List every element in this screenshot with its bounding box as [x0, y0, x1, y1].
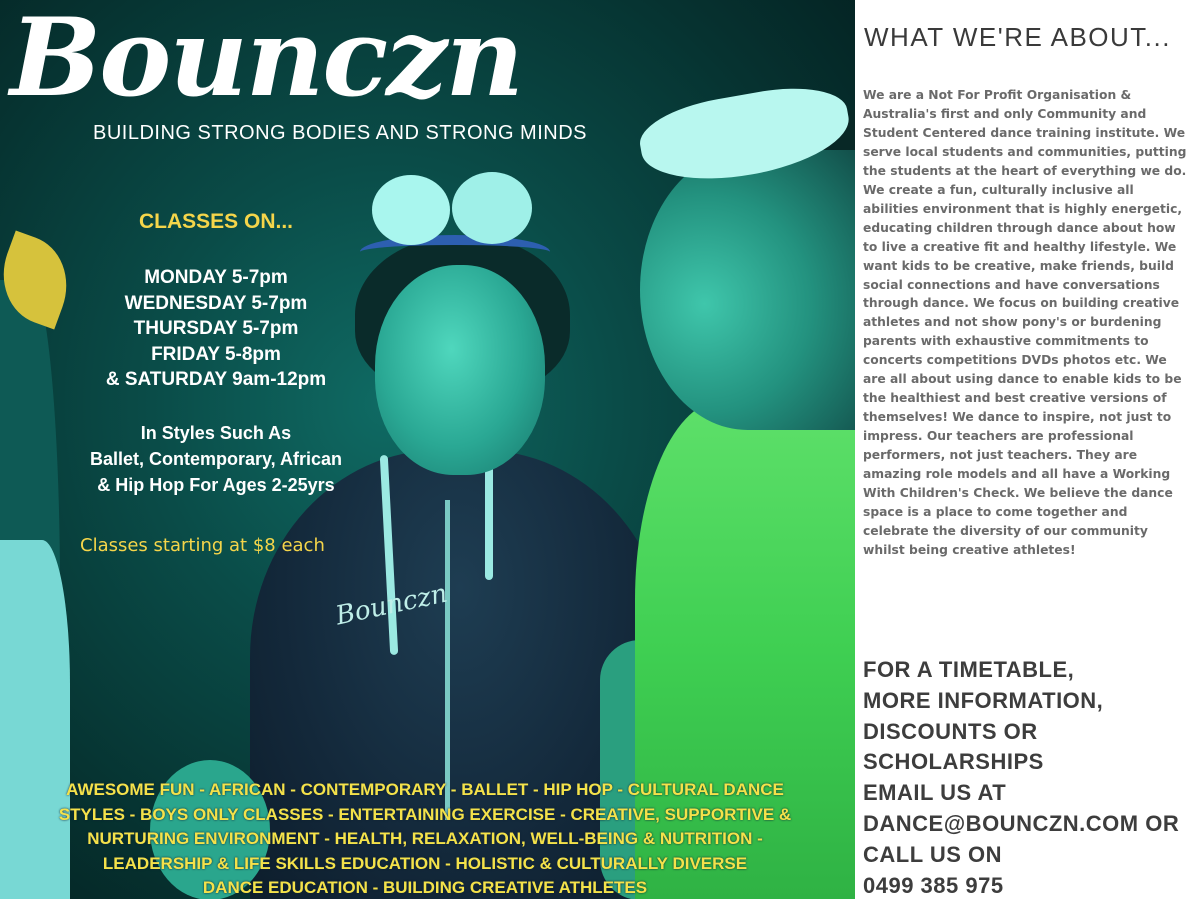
about-panel: [855, 0, 1200, 899]
about-title: WHAT WE'RE ABOUT...: [864, 22, 1171, 52]
features-banner: [10, 778, 840, 899]
styles-line: In Styles Such As: [140, 423, 292, 443]
contact-phone[interactable]: 0499 385 975: [863, 872, 1004, 898]
schedule-item: THURSDAY 5-7pm: [133, 318, 299, 339]
banner-line: NURTURING ENVIRONMENT - HEALTH, RELAXATION, WELL-BEING & NUTRITION -: [87, 829, 763, 848]
contact-info: [863, 655, 1200, 901]
schedule-item: & SATURDAY 9am-12pm: [105, 369, 327, 390]
banner-line: LEADERSHIP & LIFE SKILLS EDUCATION - HOLISTIC & CULTURALLY DIVERSE: [102, 853, 748, 873]
dance-styles: [0, 420, 432, 498]
contact-line: CALL US ON: [863, 841, 1003, 867]
flower-headband: [360, 235, 550, 269]
styles-line: & Hip Hop For Ages 2-25yrs: [97, 475, 335, 495]
contact-email[interactable]: DANCE@BOUNCZN.COM OR: [863, 810, 1180, 836]
right-child-face: [640, 150, 855, 430]
styles-line: Ballet, Contemporary, African: [89, 449, 343, 469]
banner-line: STYLES - BOYS ONLY CLASSES - ENTERTAINING EXERCISE - CREATIVE, SUPPORTIVE &: [58, 804, 792, 824]
brand-logo: Bounczn: [10, 0, 522, 121]
banner-line: AWESOME FUN - AFRICAN - CONTEMPORARY - BALLET - HIP HOP - CULTURAL DANCE: [66, 780, 784, 799]
hoodie-drawstring-right: [485, 460, 493, 580]
tagline: BUILDING STRONG BODIES AND STRONG MINDS: [93, 122, 588, 144]
mouse-ear-right: [452, 172, 532, 244]
contact-line: EMAIL US AT: [863, 780, 1007, 806]
schedule-item: WEDNESDAY 5-7pm: [124, 292, 308, 314]
price-note: Classes starting at $8 each: [80, 535, 325, 556]
schedule-item: FRIDAY 5-8pm: [151, 343, 281, 365]
banner-line: DANCE EDUCATION - BUILDING CREATIVE ATHLETES: [202, 878, 648, 897]
hoodie-zipper: [445, 500, 450, 820]
hoodie-logo: Bounczn: [333, 578, 451, 632]
class-schedule: [0, 265, 432, 393]
about-body: We are a Not For Profit Organisation & Australia's first and only Community and Student Centered dance training institute. We serve local students and communities, putting the students at the heart of everything we do. We create a fun, culturally inclusive all abilities environment that is highly energetic, educating children through dance about how to live a creative fit and healthy lifestyle. We want kids to be creative, make friends, build social connections and have conversations through dance. We focus on building creative athletes and not show pony's or burdening parents with exhaustive commitments to concerts competitions DVDs photos etc. We are all about using dance to enable kids to be the healthiest and best creative versions of themselves! We dance to inspire, not just to impress. Our teachers are professional performers, not just teachers. They are amazing role models and all have a Working With Children's Check. We believe the dance space is a place to come together and celebrate the diversity of our community whilst being creative athletes!: [863, 88, 1187, 557]
contact-line: SCHOLARSHIPS: [863, 749, 1044, 775]
contact-line: DISCOUNTS OR: [863, 718, 1038, 744]
contact-line: FOR A TIMETABLE,: [863, 657, 1075, 682]
classes-title: CLASSES ON...: [138, 210, 294, 233]
contact-line: MORE INFORMATION,: [863, 687, 1104, 713]
schedule-item: MONDAY 5-7pm: [144, 267, 288, 288]
